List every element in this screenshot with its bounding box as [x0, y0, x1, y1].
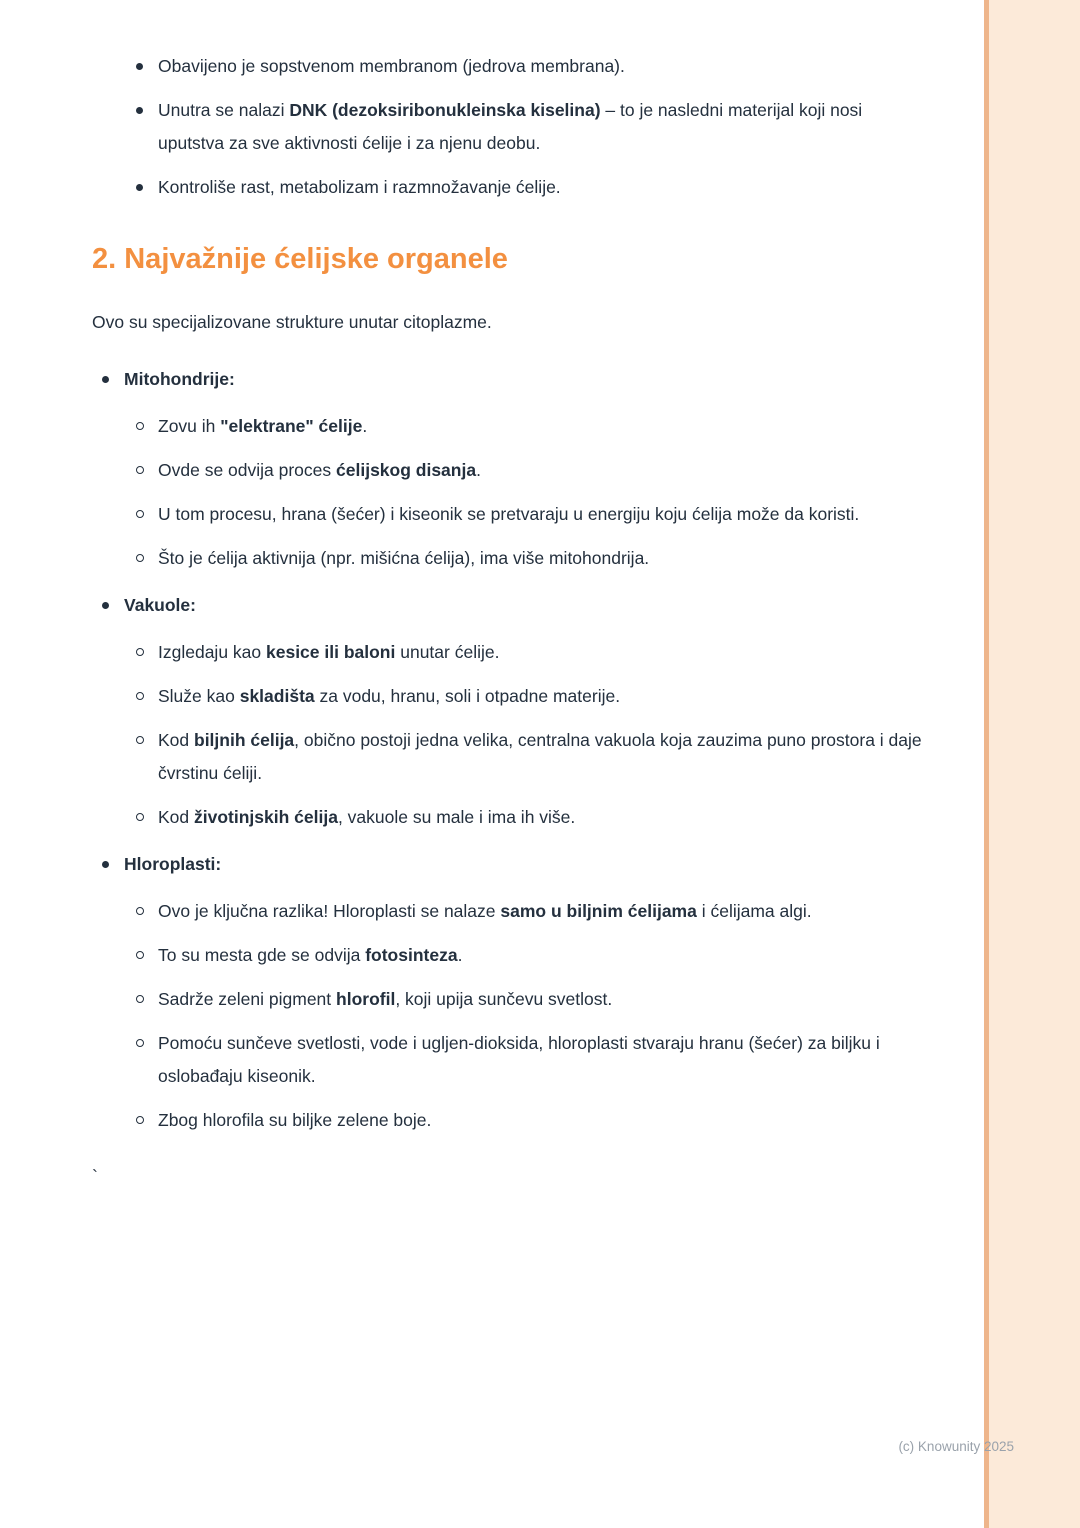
bullet-dot-icon: [136, 107, 143, 114]
bullet-dot-icon: [102, 861, 109, 868]
bullet-text: [158, 1027, 924, 1093]
plain-text: Ovde se odvija proces: [158, 460, 337, 480]
bullet-text: [158, 171, 561, 204]
plain-text: Služe kao: [158, 686, 240, 706]
bullet-text: [158, 801, 575, 834]
plain-text: .: [457, 945, 463, 965]
plain-text: , vakuole su male i ima ih više.: [337, 807, 576, 827]
plain-text: Obavijeno je sopstvenom membranom (jedrova membrana).: [158, 56, 625, 76]
bullet-text: [124, 848, 221, 881]
plain-text: Unutra se nalazi: [158, 100, 290, 120]
bullet-circle-icon: [136, 907, 144, 915]
bullet-circle-icon: [136, 692, 144, 700]
organelle-section: [92, 363, 924, 575]
bold-text: biljnih ćelija: [194, 730, 295, 750]
bullet-text: [158, 410, 367, 443]
bold-text: samo u biljnim ćelijama: [500, 901, 697, 921]
organelle-section: [92, 848, 924, 1137]
plain-text: Zbog hlorofila su biljke zelene boje.: [158, 1110, 432, 1130]
sub-bullet-item: [92, 724, 924, 790]
bullet-dot-icon: [136, 184, 143, 191]
plain-text: Kod: [158, 807, 194, 827]
page-edge-stripe: [984, 0, 1080, 1528]
bold-text: "elektrane" ćelije: [220, 416, 363, 436]
plain-text: Kod: [158, 730, 194, 750]
intro-bullet-item: [92, 94, 924, 160]
plain-text: U tom procesu, hrana (šećer) i kiseonik se pretvaraju u energiju koju ćelija može da koristi.: [158, 504, 860, 524]
sub-bullet-item: [92, 939, 924, 972]
sub-bullet-list: [92, 410, 924, 575]
bullet-text: [158, 939, 462, 972]
bold-text: fotosinteza: [365, 945, 458, 965]
section-title-item: [92, 589, 924, 622]
bullet-dot-icon: [102, 376, 109, 383]
bold-text: DNK (dezoksiribonukleinska kiselina): [289, 100, 601, 120]
bullet-circle-icon: [136, 736, 144, 744]
plain-text: – to je nasledni materijal koji nosi uputstva za sve aktivnosti ćelije i za njenu deobu.: [158, 100, 863, 153]
watermark: (c) Knowunity 2025: [898, 1439, 1014, 1454]
bullet-text: [124, 589, 196, 622]
bold-text: Vakuole:: [124, 595, 196, 615]
bullet-dot-icon: [102, 602, 109, 609]
bullet-text: [158, 636, 499, 669]
bold-text: Hloroplasti:: [124, 854, 222, 874]
bullet-text: [124, 363, 235, 396]
bold-text: kesice ili baloni: [266, 642, 396, 662]
notes-content: [92, 50, 924, 1187]
intro-bullet-list: [92, 50, 924, 204]
bold-text: hlorofil: [336, 989, 396, 1009]
plain-text: , obično postoji jedna velika, centralna vakuola koja zauzima puno prostora i daje čvrstinu ćeliji.: [158, 730, 922, 783]
plain-text: Ovo je ključna razlika! Hloroplasti se nalaze: [158, 901, 501, 921]
sub-bullet-item: [92, 542, 924, 575]
sub-bullet-list: [92, 636, 924, 834]
bullet-text: [158, 1104, 431, 1137]
bullet-circle-icon: [136, 813, 144, 821]
bullet-text: [158, 724, 924, 790]
plain-text: i ćelijama algi.: [696, 901, 812, 921]
plain-text: Pomoću sunčeve svetlosti, vode i ugljen-dioksida, hloroplasti stvaraju hranu (šećer) za biljku i oslobađaju kiseonik.: [158, 1033, 880, 1086]
organelle-sections: [92, 363, 924, 1137]
sub-bullet-item: [92, 801, 924, 834]
bullet-text: [158, 50, 625, 83]
bold-text: skladišta: [239, 686, 315, 706]
sub-bullet-list: [92, 895, 924, 1137]
plain-text: Zovu ih: [158, 416, 221, 436]
bullet-text: [158, 498, 859, 531]
intro-bullet-item: [92, 171, 924, 204]
plain-text: Kontroliše rast, metabolizam i razmnožavanje ćelije.: [158, 177, 561, 197]
sub-bullet-item: [92, 983, 924, 1016]
bullet-circle-icon: [136, 510, 144, 518]
section-title-item: [92, 848, 924, 881]
bullet-circle-icon: [136, 466, 144, 474]
intro-paragraph: Ovo su specijalizovane strukture unutar citoplazme.: [92, 312, 492, 332]
bullet-circle-icon: [136, 995, 144, 1003]
sub-bullet-item: [92, 410, 924, 443]
bullet-text: [158, 454, 481, 487]
plain-text: Sadrže zeleni pigment: [158, 989, 337, 1009]
plain-text: unutar ćelije.: [395, 642, 500, 662]
bullet-text: [158, 895, 812, 928]
sub-bullet-item: [92, 1104, 924, 1137]
bullet-circle-icon: [136, 648, 144, 656]
plain-text: .: [362, 416, 368, 436]
bold-text: ćelijskog disanja: [336, 460, 477, 480]
stray-backtick: `: [92, 1167, 98, 1187]
bullet-circle-icon: [136, 951, 144, 959]
intro-bullet-item: [92, 50, 924, 83]
plain-text: To su mesta gde se odvija: [158, 945, 366, 965]
bullet-text: [158, 542, 649, 575]
bullet-circle-icon: [136, 554, 144, 562]
bullet-circle-icon: [136, 422, 144, 430]
plain-text: Što je ćelija aktivnija (npr. mišićna ćelija), ima više mitohondrija.: [158, 548, 650, 568]
bullet-text: [158, 94, 924, 160]
plain-text: , koji upija sunčevu svetlost.: [395, 989, 613, 1009]
section-heading: 2. Najvažnije ćelijske organele: [92, 243, 508, 275]
bullet-circle-icon: [136, 1116, 144, 1124]
bullet-circle-icon: [136, 1039, 144, 1047]
sub-bullet-item: [92, 454, 924, 487]
sub-bullet-item: [92, 1027, 924, 1093]
sub-bullet-item: [92, 680, 924, 713]
sub-bullet-item: [92, 498, 924, 531]
bullet-dot-icon: [136, 63, 143, 70]
organelle-section: [92, 589, 924, 834]
sub-bullet-item: [92, 895, 924, 928]
section-title-item: [92, 363, 924, 396]
bullet-text: [158, 983, 612, 1016]
plain-text: za vodu, hranu, soli i otpadne materije.: [314, 686, 621, 706]
bullet-text: [158, 680, 620, 713]
bold-text: životinjskih ćelija: [194, 807, 338, 827]
plain-text: Izgledaju kao: [158, 642, 266, 662]
plain-text: .: [476, 460, 481, 480]
bold-text: Mitohondrije:: [124, 369, 235, 389]
sub-bullet-item: [92, 636, 924, 669]
